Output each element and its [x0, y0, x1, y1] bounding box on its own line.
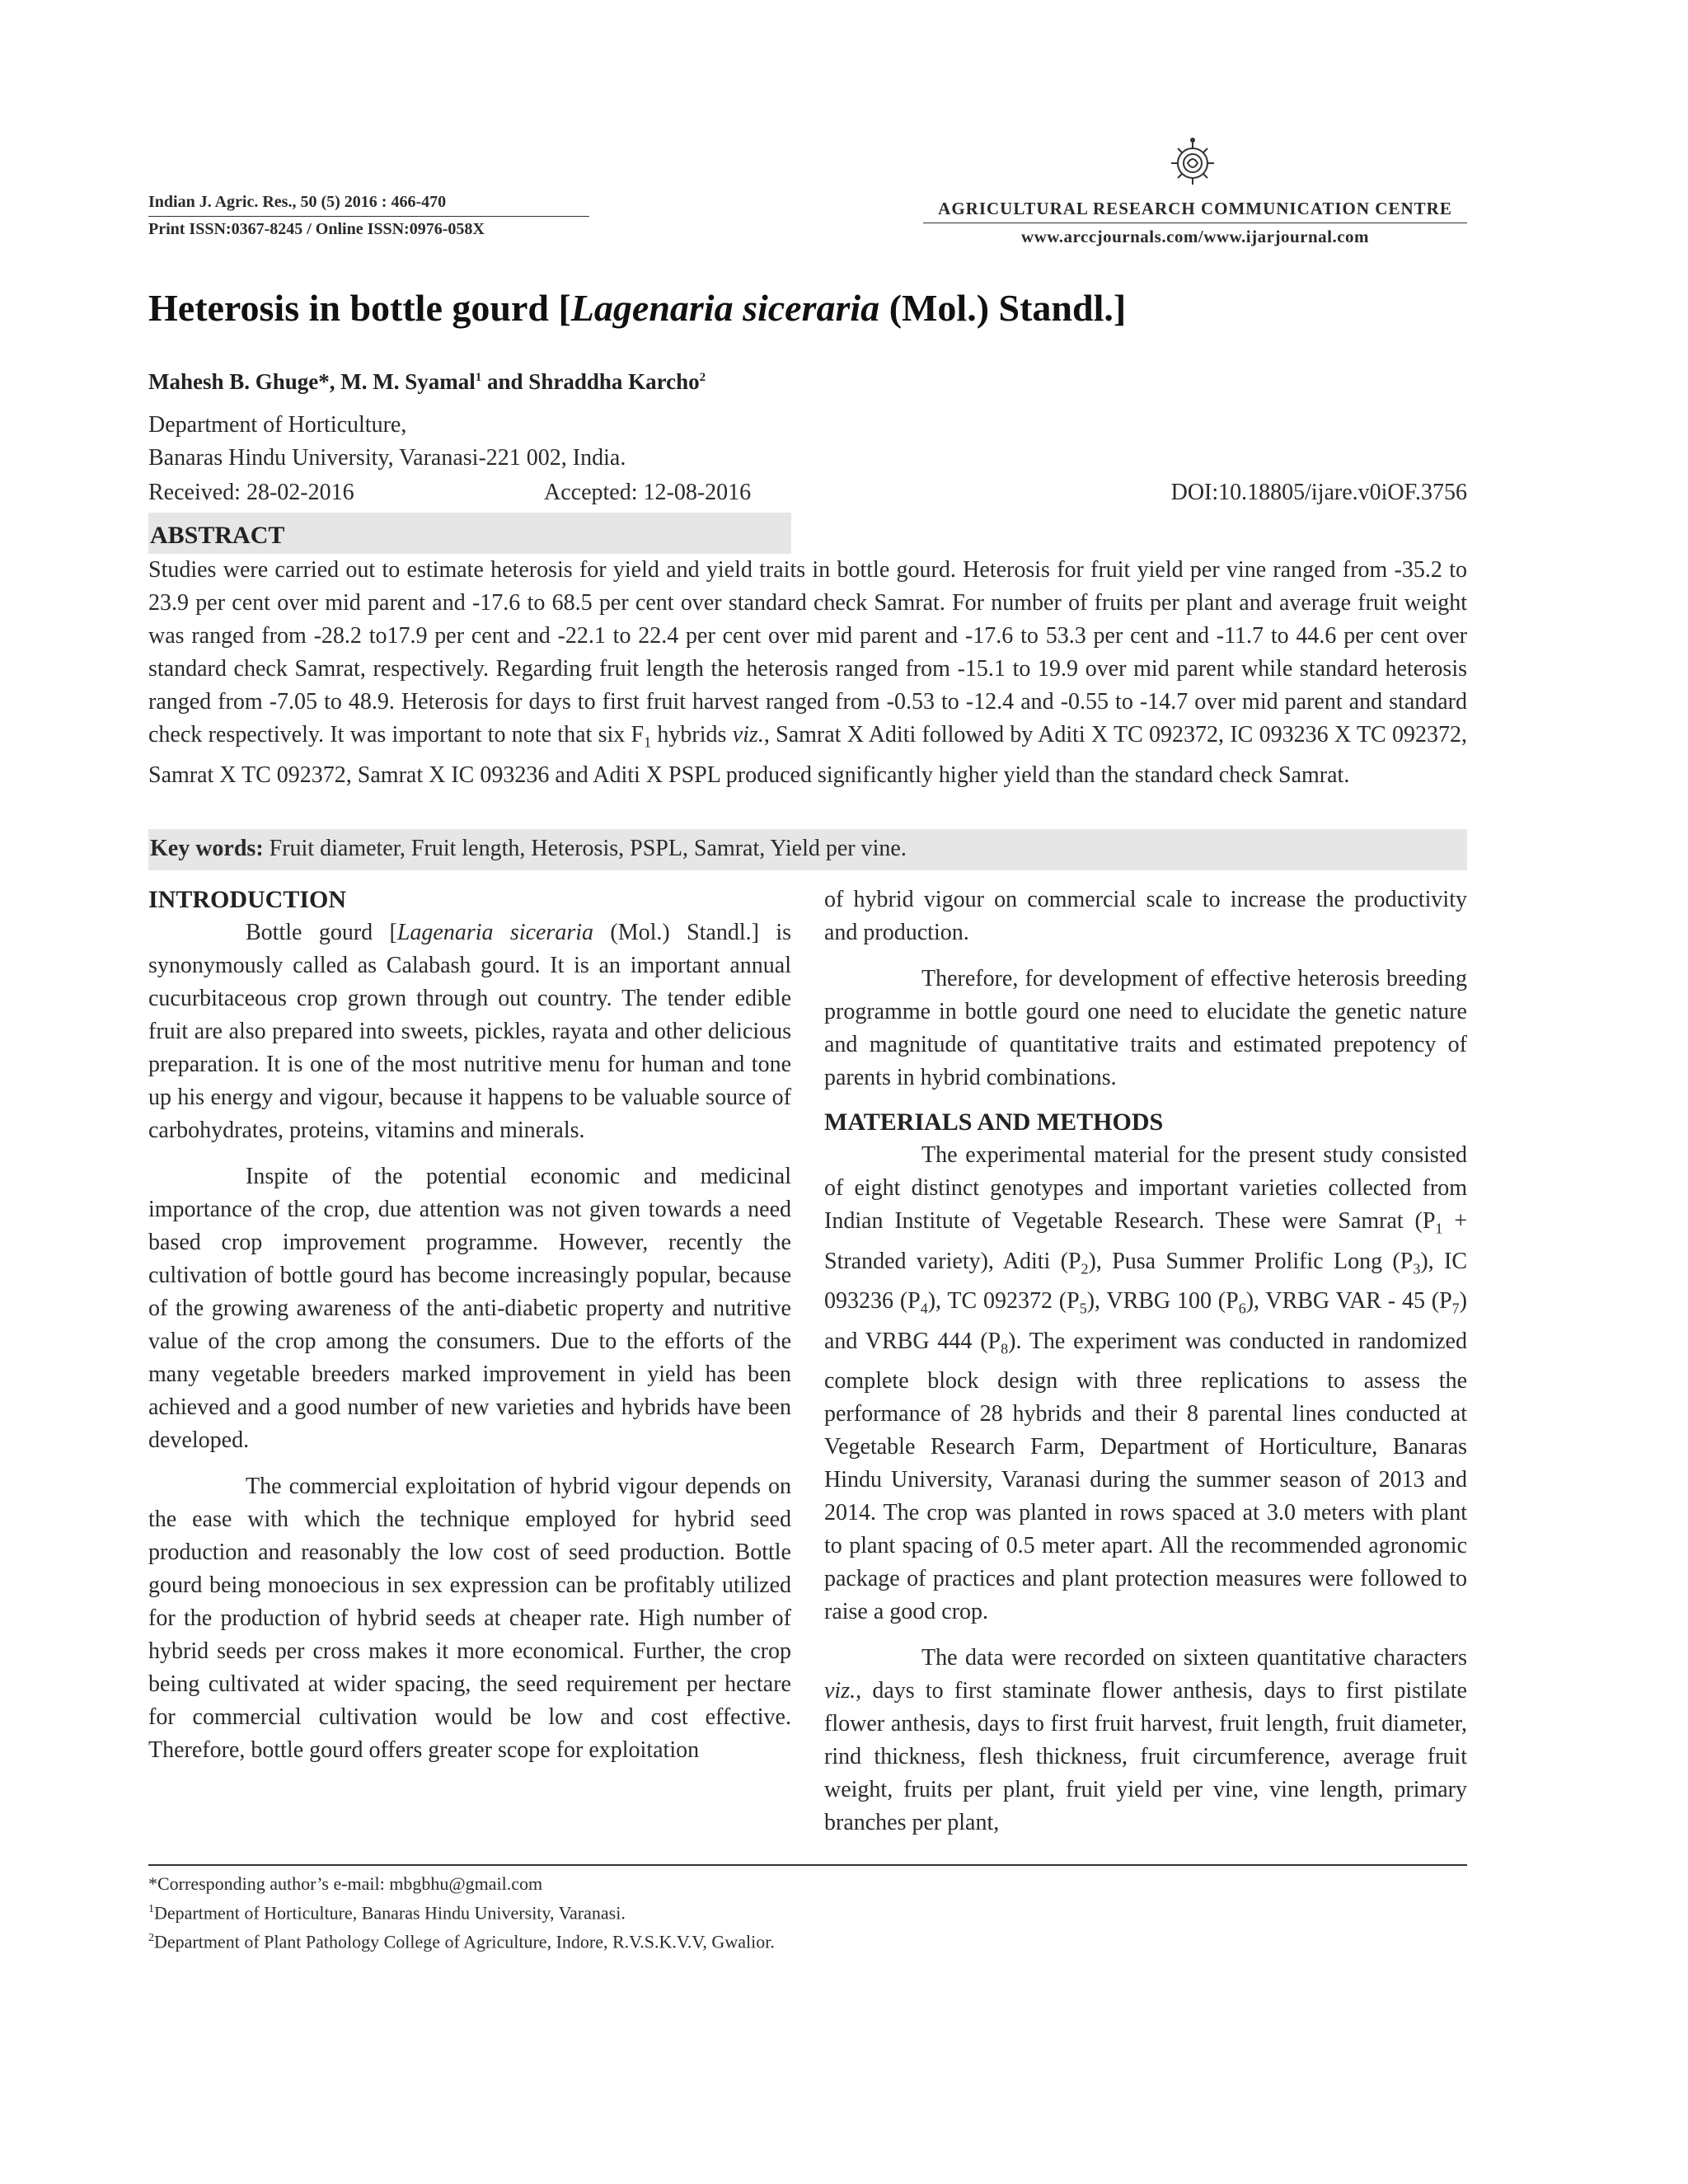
- intro-paragraph-1: Bottle gourd [Lagenaria siceraria (Mol.) Standl.] is synonymously called as Calabash gourd. It is an important annual cucurbitaceous crop grown through out country. The tender edible fruit are also prepared into sweets, pickles, rayata and other delicious preparation. It is one of the most nutritive menu for human and tone up his energy and vigour, because it happens to be valuable source of carbohydrates, proteins, vitamins and minerals.: [148, 920, 792, 1143]
- publisher-websites: www.arccjournals.com/www.ijarjournal.com: [1020, 227, 1370, 246]
- journal-header: [148, 191, 589, 241]
- arcc-logo-icon: [1168, 135, 1217, 188]
- author-list: Mahesh B. Ghuge*, M. M. Syamal$^1$ and Shraddha Karcho$^2$: [148, 369, 706, 394]
- abstract-heading: ABSTRACT: [150, 522, 285, 549]
- accepted-date: Accepted: 12-08-2016: [544, 480, 752, 505]
- doi: DOI:10.18805/ijare.v0iOF.3756: [1170, 480, 1467, 505]
- paper-title: Heterosis in bottle gourd [Lagenaria siceraria (Mol.) Standl.]: [148, 287, 1127, 329]
- corresponding-author-note: *Corresponding author’s e-mail: mbgbhu@gmail.com: [148, 1873, 543, 1894]
- keywords: Key words: Fruit diameter, Fruit length, Heterosis, PSPL, Samrat, Yield per vine.: [150, 836, 907, 861]
- abstract-text: Studies were carried out to estimate heterosis for yield and yield traits in bottle gourd. Heterosis for fruit yield per vine ranged from -35.2 to 23.9 per cent over mid parent and -17.6 to 68.5 per cent over standard check Samrat. For number of fruits per plant and average fruit weight was ranged from -28.2 to17.9 per cent and -22.1 to 22.4 per cent over mid parent and -17.6 to 53.3 per cent and -11.7 to 44.6 per cent over standard check Samrat, respectively. Regarding fruit length the heterosis ranged from -15.1 to 19.9 over mid parent while standard heterosis ranged from -7.05 to 48.9. Heterosis for days to first fruit harvest ranged from -0.53 to -12.4 and -0.55 to -14.7 over mid parent and standard check respectively. It was important to note that six $F_1$ hybrids viz., Samrat X Aditi followed by Aditi X TC 092372, IC 093236 X TC 092372, Samrat X TC 092372, Samrat X IC 093236 and Aditi X PSPL produced significantly higher yield than the standard check Samrat.: [148, 557, 1468, 788]
- left-column: [148, 883, 791, 1767]
- intro-paragraph-4: Therefore, for development of effective heterosis breeding programme in bottle gourd one need to elucidate the genetic nature and magnitude of quantitative traits and estimated prepotency of parents in hybrid combinations.: [824, 966, 1467, 1090]
- publisher-header: [923, 198, 1467, 250]
- journal-citation: Indian J. Agric. Res., 50 (5) 2016 : 466-470: [148, 191, 589, 217]
- footnote-2: $^2$Department of Plant Pathology College of Agriculture, Indore, R.V.S.K.V.V, Gwalior.: [148, 1931, 775, 1952]
- right-column: [824, 883, 1467, 1840]
- methods-paragraph-2: The data were recorded on sixteen quantitative characters viz., days to first staminate flower anthesis, days to first pistilate flower anthesis, days to first fruit harvest, fruit length, fruit diameter, rind thickness, flesh thickness, fruit circumference, average fruit weight, fruits per plant, fruit yield per vine, vine length, primary branches per plant,: [824, 1645, 1467, 1836]
- issn-line: Print ISSN:0367-8245 / Online ISSN:0976-058X: [148, 220, 485, 238]
- methods-paragraph-1: The experimental material for the present study consisted of eight distinct genotypes and important varieties collected from Indian Institute of Vegetable Research. These were Samrat ($P_1$ + Stranded variety), Aditi $(P_2)$, Pusa Summer Prolific Long $(P_3)$, IC 093236 $(P_4)$, TC 092372 $(P_5)$, VRBG 100 $(P_6)$, VRBG VAR - 45 $(P_7)$ and VRBG 444 $(P_8)$. The experiment was conducted in randomized complete block design with three replications to assess the performance of 28 hybrids and their 8 parental lines conducted at Vegetable Research Farm, Department of Horticulture, Banaras Hindu University, Varanasi during the summer season of 2013 and 2014. The crop was planted in rows spaced at 3.0 meters with plant to plant spacing of 0.5 meter apart. All the recommended agronomic package of practices and plant protection measures were followed to raise a good crop.: [824, 1142, 1467, 1625]
- intro-paragraph-3-continued: of hybrid vigour on commercial scale to increase the productivity and production.: [824, 887, 1467, 945]
- affiliation: Department of Horticulture, Banaras Hindu University, Varanasi-221 002, India.: [148, 412, 626, 471]
- intro-paragraph-2: Inspite of the potential economic and medicinal importance of the crop, due attention was not given towards a need based crop improvement programme. However, recently the cultivation of bottle gourd has become increasingly popular, because of the growing awareness of the anti-diabetic property and nutritive value of the crop among the consumers. Due to the efforts of the many vegetable breeders marked improvement in yield has been achieved and a good number of new varieties and hybrids have been developed.: [148, 1164, 791, 1453]
- footnotes: [148, 1871, 1467, 1955]
- intro-paragraph-3: The commercial exploitation of hybrid vigour depends on the ease with which the technique employed for hybrid seed production and reasonably the low cost of seed production. Bottle gourd being monoecious in sex expression can be profitably utilized for the production of hybrid seeds at cheaper rate. High number of hybrid seeds per cross makes it more economical. Further, the crop being cultivated at wider spacing, the seed requirement per hectare for commercial cultivation would be low and cost effective. Therefore, bottle gourd offers greater scope for exploitation: [148, 1474, 791, 1763]
- publisher-name: AGRICULTURAL RESEARCH COMMUNICATION CENTRE: [923, 198, 1467, 223]
- introduction-heading: INTRODUCTION: [148, 886, 347, 913]
- received-date: Received: 28-02-2016: [148, 480, 354, 505]
- footnote-divider: [148, 1864, 1467, 1866]
- methods-heading: MATERIALS AND METHODS: [824, 1108, 1164, 1136]
- footnote-1: $^1$Department of Horticulture, Banaras Hindu University, Varanasi.: [148, 1902, 626, 1924]
- article-dates: [148, 476, 1467, 509]
